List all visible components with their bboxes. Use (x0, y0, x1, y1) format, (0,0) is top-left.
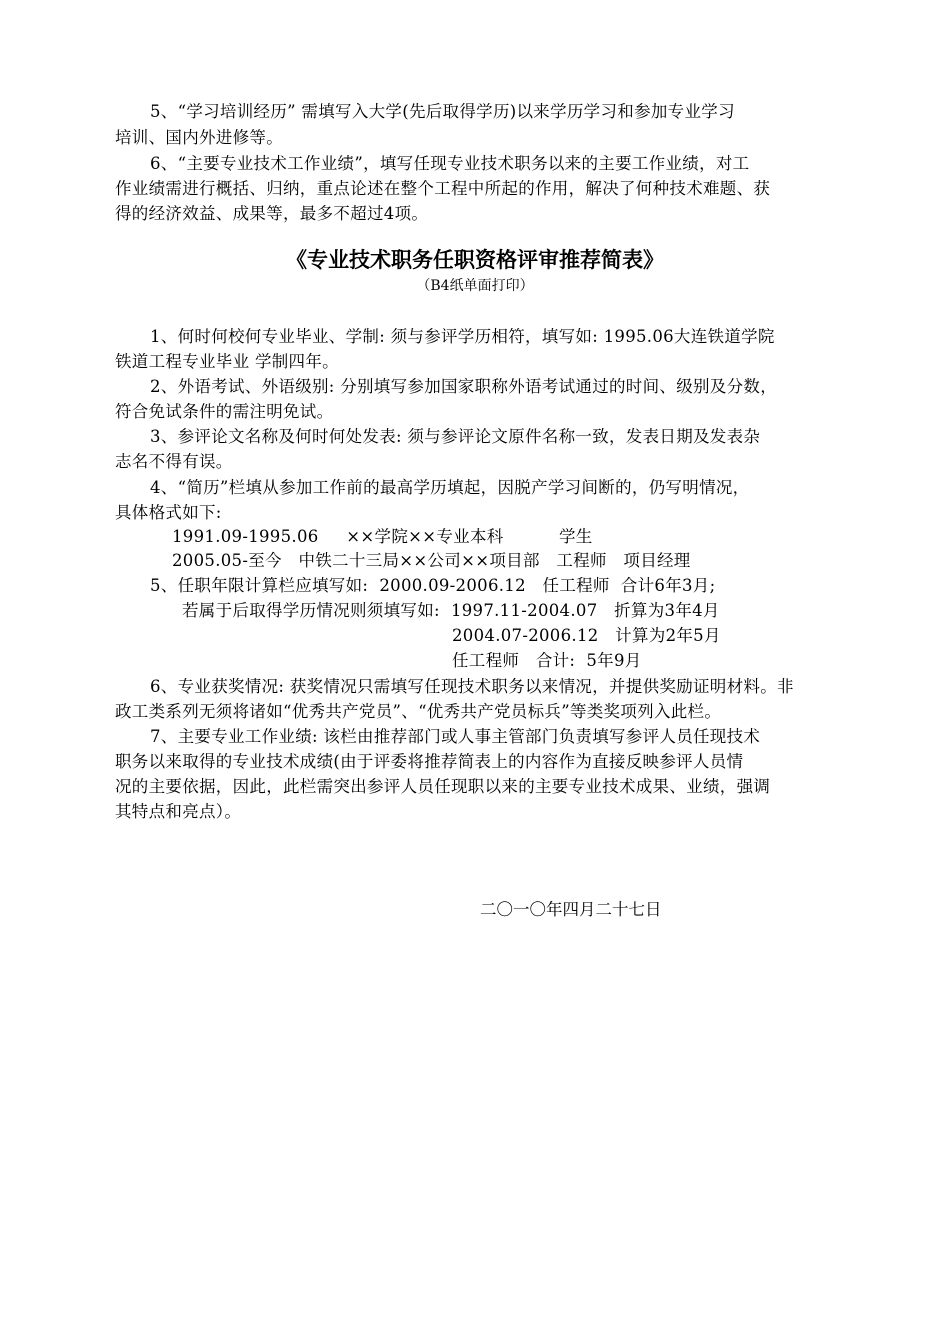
body-line-16: 政工类系列无须将诸如“优秀共产党员”、“优秀共产党员标兵”等类奖项列入此栏。 (115, 702, 722, 721)
resume-example-1: 1991.09-1995.06 ××学院××专业本科 学生 (172, 527, 593, 546)
body-line-18: 职务以来取得的专业技术成绩(由于评委将推荐简表上的内容作为直接反映参评人员情 (115, 752, 744, 771)
body-line-5: 3、参评论文名称及何时何处发表: 须与参评论文原件名称一致，发表日期及发表杂 (150, 427, 761, 446)
body-line-20: 其特点和亮点）。 (115, 802, 242, 821)
body-line-6: 志名不得有误。 (115, 452, 233, 471)
body-line-2: 铁道工程专业毕业 学制四年。 (115, 352, 339, 371)
body-line-12: 若属于后取得学历情况则须填写如: 1997.11-2004.07 折算为3年4月 (182, 601, 720, 620)
body-line-19: 况的主要依据，因此，此栏需突出参评人员任现职以来的主要专业技术成果、业绩，强调 (115, 777, 771, 796)
body-line-7: 4、“简历”栏填从参加工作前的最高学历填起，因脱产学习间断的，仍写明情况， (150, 478, 750, 497)
body-line-17: 7、主要专业工作业绩: 该栏由推荐部门或人事主管部门负责填写参评人员任现技术 (150, 727, 761, 746)
intro-line-3: 6、“主要专业技术工作业绩”，填写任现专业技术职务以来的主要工作业绩，对工 (150, 154, 750, 173)
body-line-8: 具体格式如下: (115, 503, 222, 522)
body-line-1: 1、何时何校何专业毕业、学制: 须与参评学历相符，填写如: 1995.06大连铁道学院 (150, 327, 775, 346)
body-line-14: 任工程师 合计: 5年9月 (452, 651, 642, 670)
body-line-11: 5、任职年限计算栏应填写如: 2000.09-2006.12 任工程师 合计6年3月; (150, 576, 716, 595)
intro-line-2: 培训、国内外进修等。 (115, 128, 283, 147)
intro-line-5: 得的经济效益、成果等，最多不超过4项。 (115, 204, 429, 223)
intro-line-1: 5、“学习培训经历” 需填写入大学(先后取得学历)以来学历学习和参加专业学习 (150, 102, 735, 121)
body-line-4: 符合免试条件的需注明免试。 (115, 402, 334, 421)
document-title: 《专业技术职务任职资格评审推荐简表》 (286, 248, 664, 272)
intro-line-4: 作业绩需进行概括、归纳，重点论述在整个工程中所起的作用，解决了何种技术难题、获 (115, 179, 771, 198)
body-line-13: 2004.07-2006.12 计算为2年5月 (452, 626, 721, 645)
body-line-15: 6、专业获奖情况: 获奖情况只需填写任现技术职务以来情况，并提供奖励证明材料。非 (150, 677, 794, 696)
document-date: 二〇一〇年四月二十七日 (480, 900, 662, 919)
resume-example-2: 2005.05-至今 中铁二十三局××公司××项目部 工程师 项目经理 (172, 551, 691, 570)
document-subtitle: （B4纸单面打印） (416, 278, 534, 294)
body-line-3: 2、外语考试、外语级别: 分别填写参加国家职称外语考试通过的时间、级别及分数， (150, 377, 778, 396)
